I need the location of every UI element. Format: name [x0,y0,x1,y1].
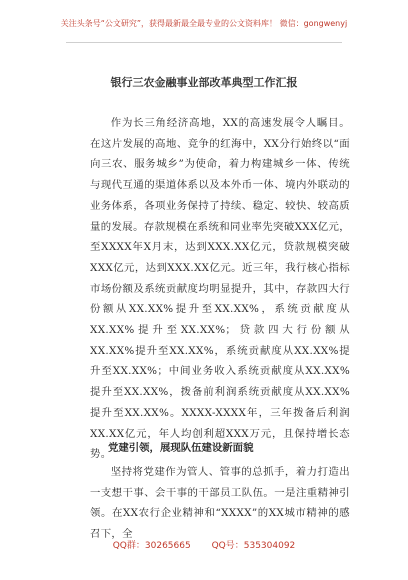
footer-contacts [0,538,408,551]
section-heading: 党建引领，展现队伍建设新面貌 [108,442,254,454]
banner-divider [66,42,342,43]
qq-group-link[interactable]: QQ群：30265665 [112,541,191,551]
document-title: 银行三农金融事业部改革典型工作汇报 [110,76,298,89]
qq-number-link[interactable]: QQ号：535304092 [211,541,296,551]
promo-banner[interactable]: 关注头条号“公文研究”，获得最新最全最专业的公文资料库！ 微信：gongwenyj [60,19,348,28]
body-paragraph-2: 坚持将党建作为管人、管事的总抓手，着力打造出一支想干事、会干事的干部员工队伍。一是注重精神引领。在XX农行企业精神和“XXXX”的XX城市精神的感召下，全 [90,466,350,541]
body-paragraph-1: 作为长三角经济高地，XX的高速发展令人瞩目。在这片发展的高地、竞争的红海中，XX分行始终以“面向三农、服务城乡”为使命，着力构建城乡一体、传统与现代互通的渠道体系以及本外币一体、境内外联动的业务体系，各项业务保持了持续、稳定、较快、较高质量的发展。存款规模在系统和同业率先突破XXX亿元，至XXXX年X月末，达到XXX.XX亿元，贷款规模突破XXX亿元，达到XXX.XX亿元。近三年，我行核心指标市场份额及系统贡献度均明显提升，其中，存款四大行份额从XX.XX%提升至XX.XX%，系统贡献度从XX.XX%提升至XX.XX%；贷款四大行份额从XX.XX%提升至XX.XX%，系统贡献度从XX.XX%提升至XX.XX%；中间业务收入系统贡献度从XX.XX%提升至XX.XX%，拨备前利润系统贡献度从XX.XX%提升至XX.XX%。XXXX-XXXX年，三年拨备后利润XX.XX亿元，年人均创利超XXX万元，且保持增长态势。 [90,117,350,461]
